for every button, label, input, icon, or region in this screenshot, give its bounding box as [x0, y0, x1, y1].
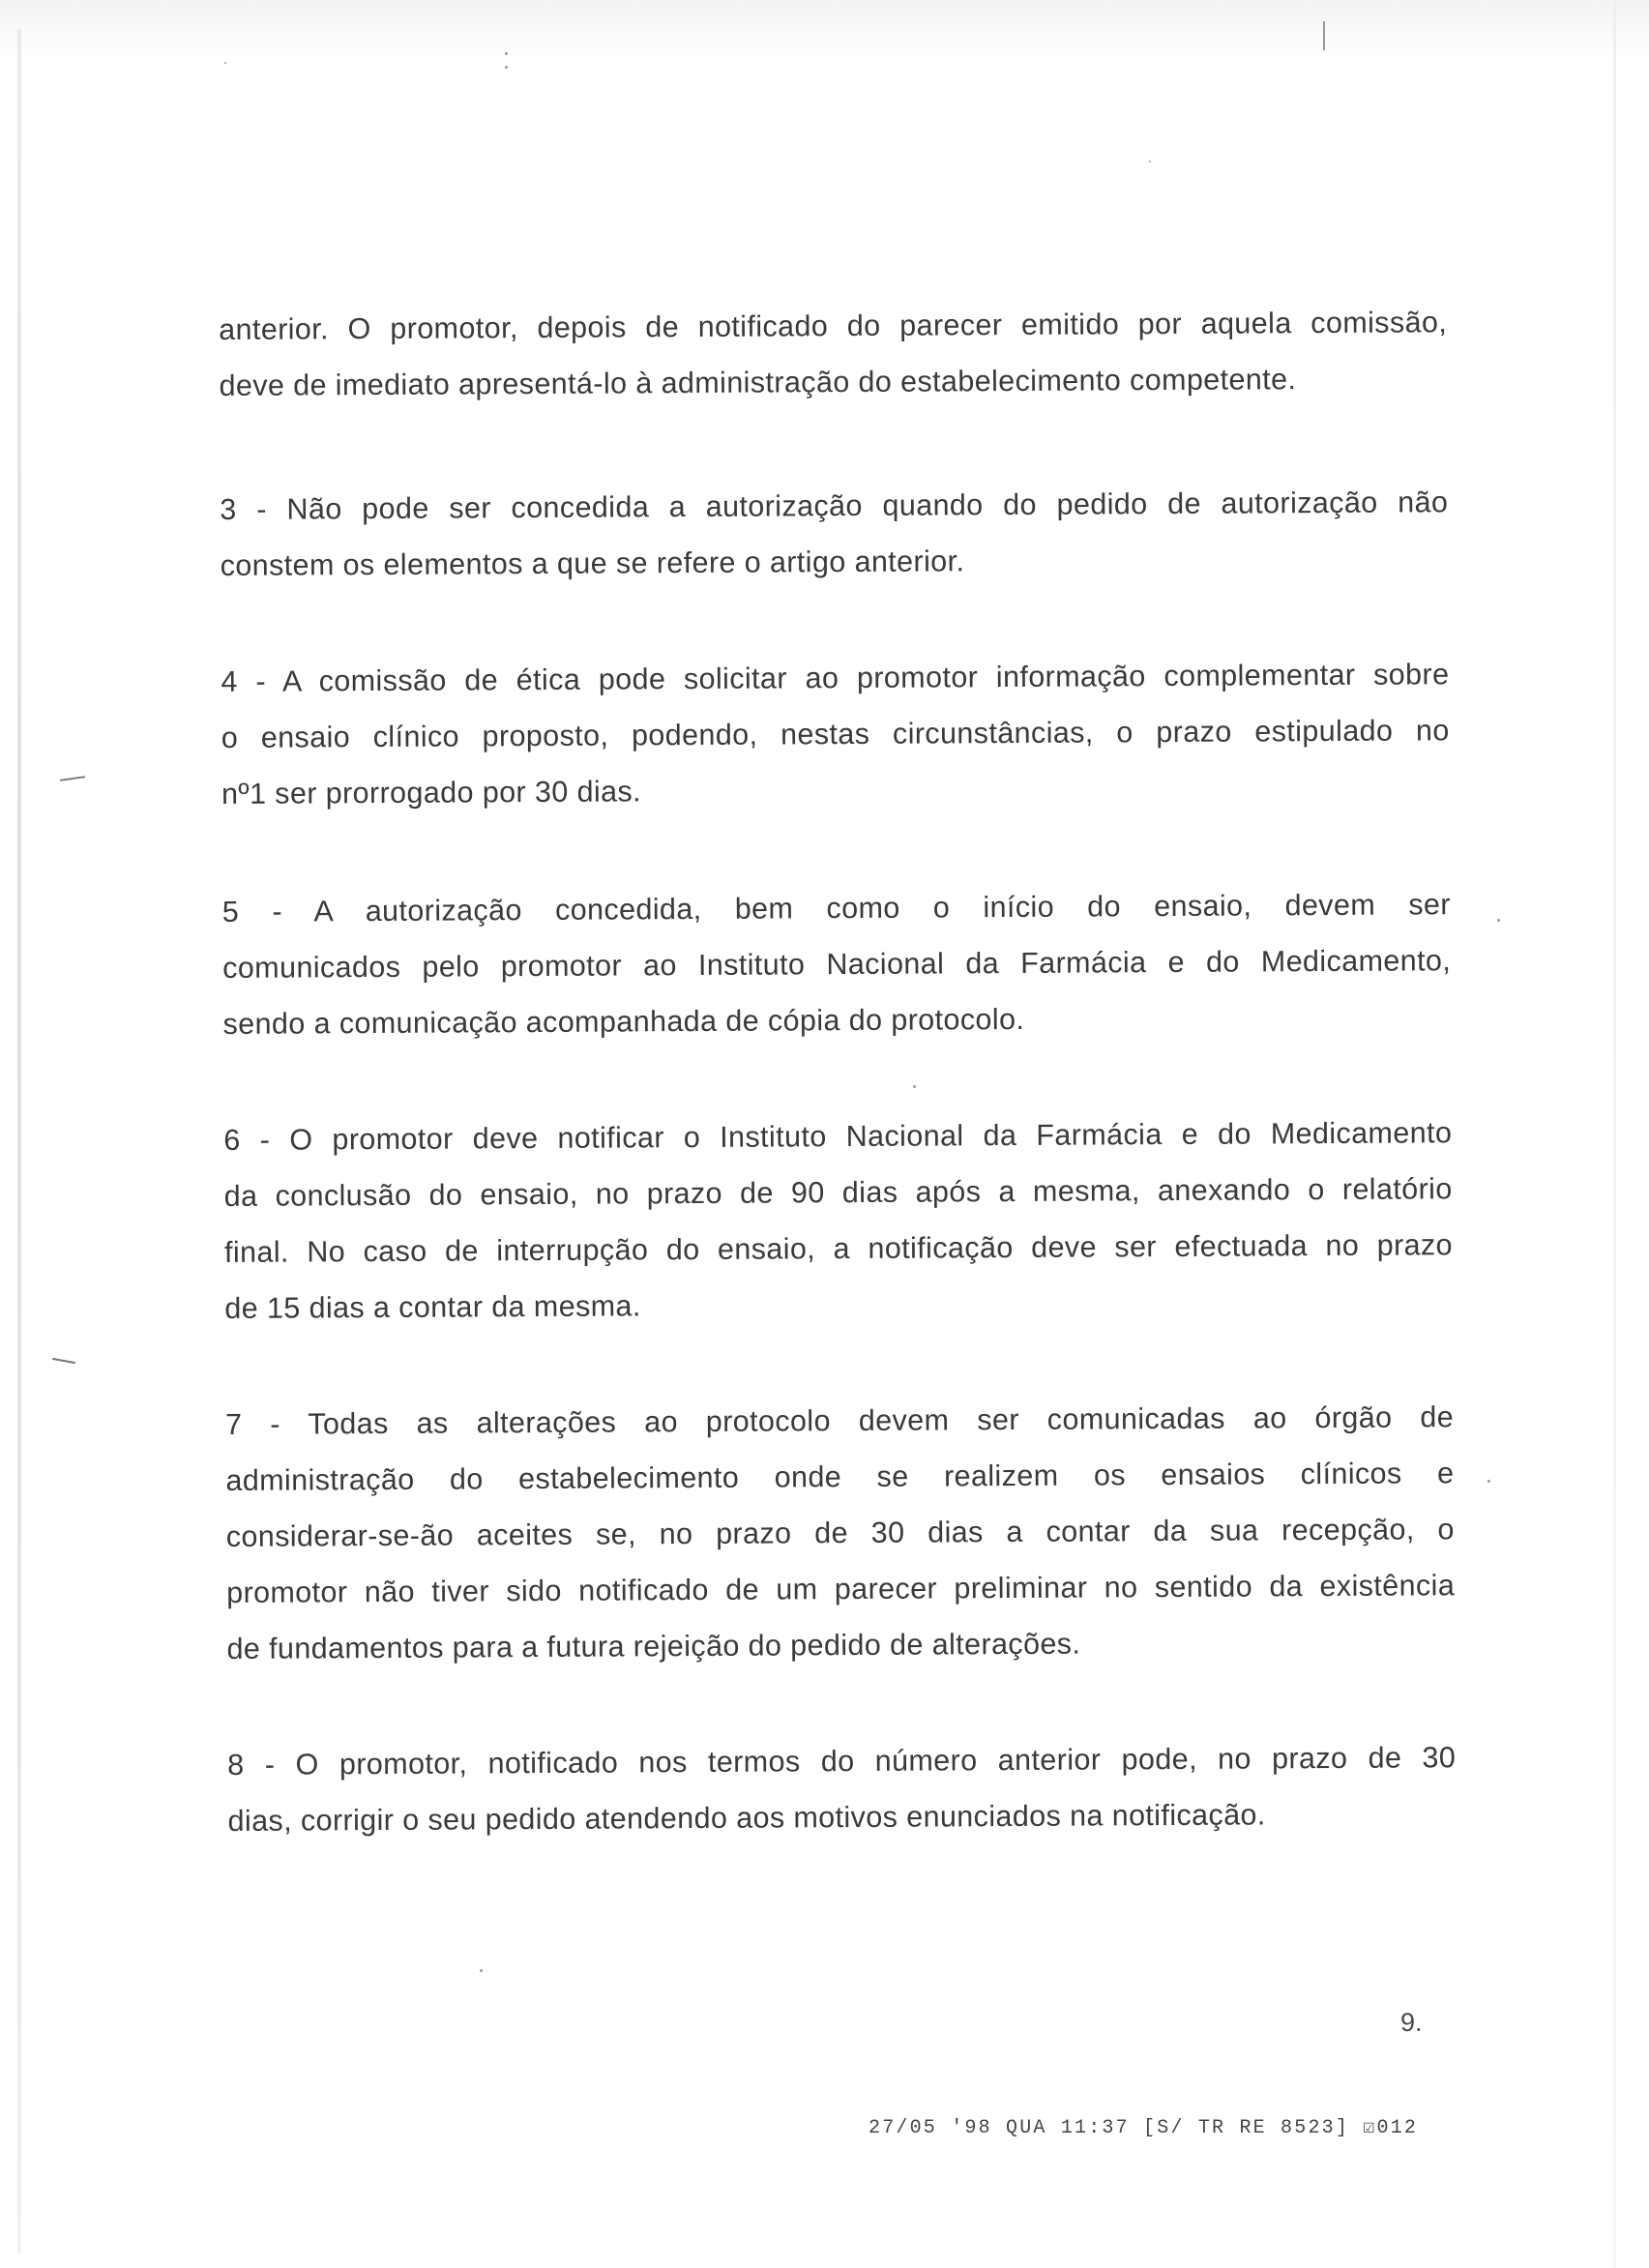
text-line: de fundamentos para a futura rejeição do pedido de alterações. — [226, 1627, 1081, 1665]
paragraph-item-5 — [222, 876, 1461, 1052]
text-line: promotor não tiver sido notificado de um parecer preliminar no sentido da existência — [226, 1569, 1456, 1609]
text-line: da conclusão do ensaio, no prazo de 90 dias após a mesma, anexando o relatório — [223, 1172, 1453, 1213]
scan-shadow-right — [1613, 0, 1616, 2268]
scan-shadow-top — [0, 0, 1649, 58]
paragraph-item-4 — [221, 646, 1459, 822]
body-text — [219, 294, 1466, 1849]
text-line: de 15 dias a contar da mesma. — [224, 1289, 641, 1325]
text-line: deve de imediato apresentá-lo à administração do estabelecimento competente. — [219, 363, 1297, 402]
scan-speck — [1149, 161, 1151, 162]
scan-speck — [1323, 21, 1325, 50]
text-line: 6 - O promotor deve notificar o Instituto Nacional da Farmácia e do Medicamento — [223, 1116, 1453, 1157]
text-line: final. No caso de interrupção do ensaio, a notificação deve ser efectuada no prazo — [223, 1228, 1454, 1269]
text-line: 7 - Todas as alterações ao protocolo devem ser comunicadas ao órgão de — [224, 1400, 1455, 1441]
text-line: 4 - A comissão de ética pode solicitar ao promotor informação complementar sobre — [221, 658, 1450, 698]
text-line: dias, corrigir o seu pedido atendendo aos motivos enunciados na notificação. — [227, 1798, 1266, 1838]
paragraph-continuation — [219, 294, 1458, 414]
paragraph-item-6 — [223, 1105, 1462, 1337]
scan-speck — [1497, 919, 1500, 922]
text-line: 5 - A autorização concedida, bem como o início do ensaio, devem ser — [221, 888, 1451, 928]
paragraph-item-8 — [227, 1729, 1466, 1849]
scan-speck — [505, 66, 508, 69]
text-line: o ensaio clínico proposto, podendo, nestas circunstâncias, o prazo estipulado no — [221, 714, 1450, 754]
scan-speck — [1487, 1480, 1490, 1483]
scan-mark — [52, 1358, 75, 1364]
text-line: 8 - O promotor, notificado nos termos do número anterior pode, no prazo de 30 — [227, 1741, 1457, 1782]
text-line: sendo a comunicação acompanhada de cópia do protocolo. — [222, 1002, 1025, 1041]
text-line: considerar-se-ão aceites se, no prazo de 30 dias a contar da sua recepção, o — [225, 1513, 1455, 1553]
text-line: nº1 ser prorrogado por 30 dias. — [221, 775, 642, 810]
text-line: 3 - Não pode ser concedida a autorização quando do pedido de autorização não — [220, 486, 1449, 526]
scan-mark — [60, 776, 85, 781]
scan-speck — [480, 1969, 483, 1972]
scan-shadow-left — [17, 29, 21, 2253]
text-line: constem os elementos a que se refere o artigo anterior. — [220, 545, 965, 582]
text-line: comunicados pelo promotor ao Instituto Nacional da Farmácia e do Medicamento, — [222, 944, 1452, 985]
page-number: 9. — [1400, 2008, 1423, 2037]
text-line: anterior. O promotor, depois de notificado do parecer emitido por aquela comissão, — [219, 306, 1448, 346]
scan-speck — [505, 52, 508, 55]
paragraph-item-7 — [225, 1389, 1465, 1677]
text-line: administração do estabelecimento onde se realizem os ensaios clínicos e — [225, 1457, 1455, 1497]
paragraph-item-3 — [220, 474, 1458, 594]
fax-transmission-footer: 27/05 '98 QUA 11:37 [S/ TR RE 8523] ☑012 — [869, 2117, 1419, 2139]
scan-speck — [224, 62, 226, 64]
